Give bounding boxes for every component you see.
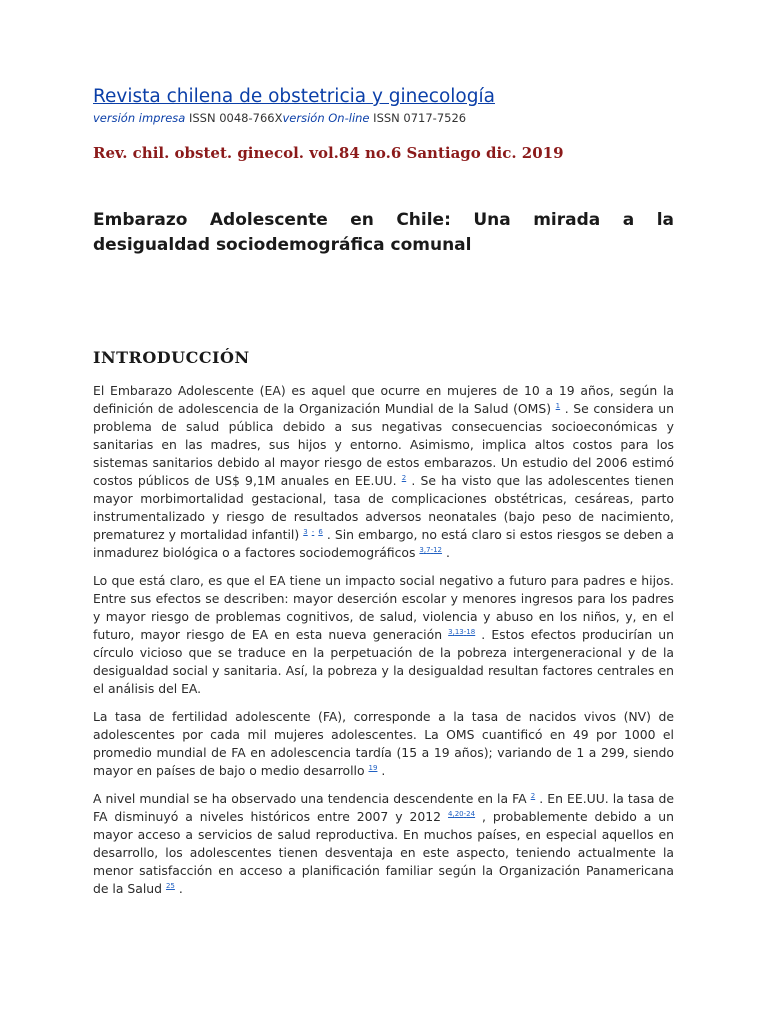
article-title: Embarazo Adolescente en Chile: Una mirada a la desigualdad sociodemográfica comunal xyxy=(93,210,674,255)
body-paragraph xyxy=(93,382,674,562)
reference-link[interactable]: 2 xyxy=(530,792,536,800)
paragraph-text: . xyxy=(442,545,450,560)
paragraph-text: El Embarazo Adolescente (EA) es aquel que ocurre en mujeres de 10 a 19 años, según la definición de adolescencia de la Organización Mundial de la Salud (OMS) xyxy=(93,383,674,416)
section-heading: INTRODUCCIÓN xyxy=(93,348,250,367)
reference-link[interactable]: 12 xyxy=(433,546,443,554)
reference-link[interactable]: 24 xyxy=(466,810,476,818)
reference-link[interactable]: 19 xyxy=(368,764,378,772)
reference-link[interactable]: 25 xyxy=(165,882,175,890)
reference-link[interactable]: 6 xyxy=(318,528,323,536)
reference-link[interactable]: 13 xyxy=(454,628,464,636)
paragraph-text: . Estos efectos producirían un círculo vicioso que se traduce en la perpetuación de la pobreza intergeneracional y de la desigualdad social y sanitaria. Así, la pobreza y la desigualdad resultan factores centrales en el análisis del EA. xyxy=(93,627,674,696)
reference-link[interactable]: 7 xyxy=(426,546,431,554)
paragraph-text: A nivel mundial se ha observado una tendencia descendente en la FA xyxy=(93,791,531,806)
print-issn: ISSN 0048-766X xyxy=(185,111,283,125)
paragraph-text: . Sin embargo, no está claro si estos riesgos se deben a inmadurez biológica o a factores sociodemográficos xyxy=(93,527,674,560)
reference-link[interactable]: 2 xyxy=(401,474,407,482)
reference-link[interactable]: 4 xyxy=(448,810,453,818)
paragraph-text: La tasa de fertilidad adolescente (FA), corresponde a la tasa de nacidos vivos (NV) de adolescentes por cada mil mujeres adolescentes. La OMS cuantificó en 49 por 1000 el promedio mundial de FA en adolescencia tardía (15 a 19 años); variando de 1 a 299, siendo mayor en países de bajo o medio desarrollo xyxy=(93,709,674,778)
reference-link[interactable]: 3 xyxy=(448,628,453,636)
paragraph-text: . Se ha visto que las adolescentes tienen mayor morbimortalidad gestacional, tasa de complicaciones obstétricas, cesáreas, parto instrumentalizado y riesgo de resultados adversos neonatales (bajo peso de nacimiento, prematurez y mortalidad infantil) xyxy=(93,473,674,542)
paragraph-text: . xyxy=(174,881,183,896)
reference-link[interactable]: 3 xyxy=(419,546,424,554)
reference-link[interactable]: , xyxy=(452,628,455,636)
body-paragraph xyxy=(93,572,674,698)
reference-link[interactable]: - xyxy=(463,810,467,818)
paragraph-text: . xyxy=(377,763,386,778)
reference-link[interactable]: , xyxy=(423,546,427,554)
reference-link[interactable]: , xyxy=(452,810,455,818)
paragraph-text: Lo que está claro, es que el EA tiene un impacto social negativo a futuro para padres e hijos. Entre sus efectos se describen: mayor deserción escolar y menores ingresos para los padres y mayor riesgo de problemas cognitivos, de salud, violencia y abuso en los niños, y, en el futuro, mayor riesgo de EA en esta nueva generación xyxy=(93,573,674,642)
reference-link[interactable]: 1 xyxy=(555,402,561,410)
reference-link[interactable]: - xyxy=(311,528,315,536)
body-paragraph xyxy=(93,790,674,898)
paragraph-text: . En EE.UU. la tasa de FA disminuyó a niveles históricos entre 2007 y 2012 xyxy=(93,791,674,824)
reference-link[interactable]: 18 xyxy=(466,628,476,636)
citation-line: Rev. chil. obstet. ginecol. vol.84 no.6 Santiago dic. 2019 xyxy=(93,144,564,162)
online-version-label: versión On-line xyxy=(282,111,370,125)
paragraph-text: . Se considera un problema de salud pública debido a sus negativas consecuencias socioeconómicas y sanitarias en las madres, sus hijos y entorno. Asimismo, implica altos costos para los sistemas sanitarios debido al mayor riesgo de estos embarazos. Un estudio del 2006 estimó costos públicos de US$ 9,1M anuales en EE.UU. xyxy=(93,401,674,488)
reference-link[interactable]: 20 xyxy=(454,810,464,818)
article-body xyxy=(93,382,674,908)
reference-link[interactable]: - xyxy=(430,546,434,554)
reference-link[interactable]: - xyxy=(463,628,467,636)
reference-link[interactable]: 3 xyxy=(303,528,308,536)
print-version-label: versión impresa xyxy=(93,111,186,125)
online-issn: ISSN 0717-7526 xyxy=(369,111,467,125)
journal-title-link[interactable]: Revista chilena de obstetricia y ginecología xyxy=(93,86,495,107)
issn-line xyxy=(93,111,466,125)
body-paragraph xyxy=(93,708,674,780)
paragraph-text: , probablemente debido a un mayor acceso a servicios de salud reproductiva. En muchos países, en especial aquellos en desarrollo, los adolescentes tienen desventaja en este aspecto, teniendo actualmente la menor satisfacción en acceso a planificación familiar según la Organización Panamericana de la Salud xyxy=(93,809,674,896)
